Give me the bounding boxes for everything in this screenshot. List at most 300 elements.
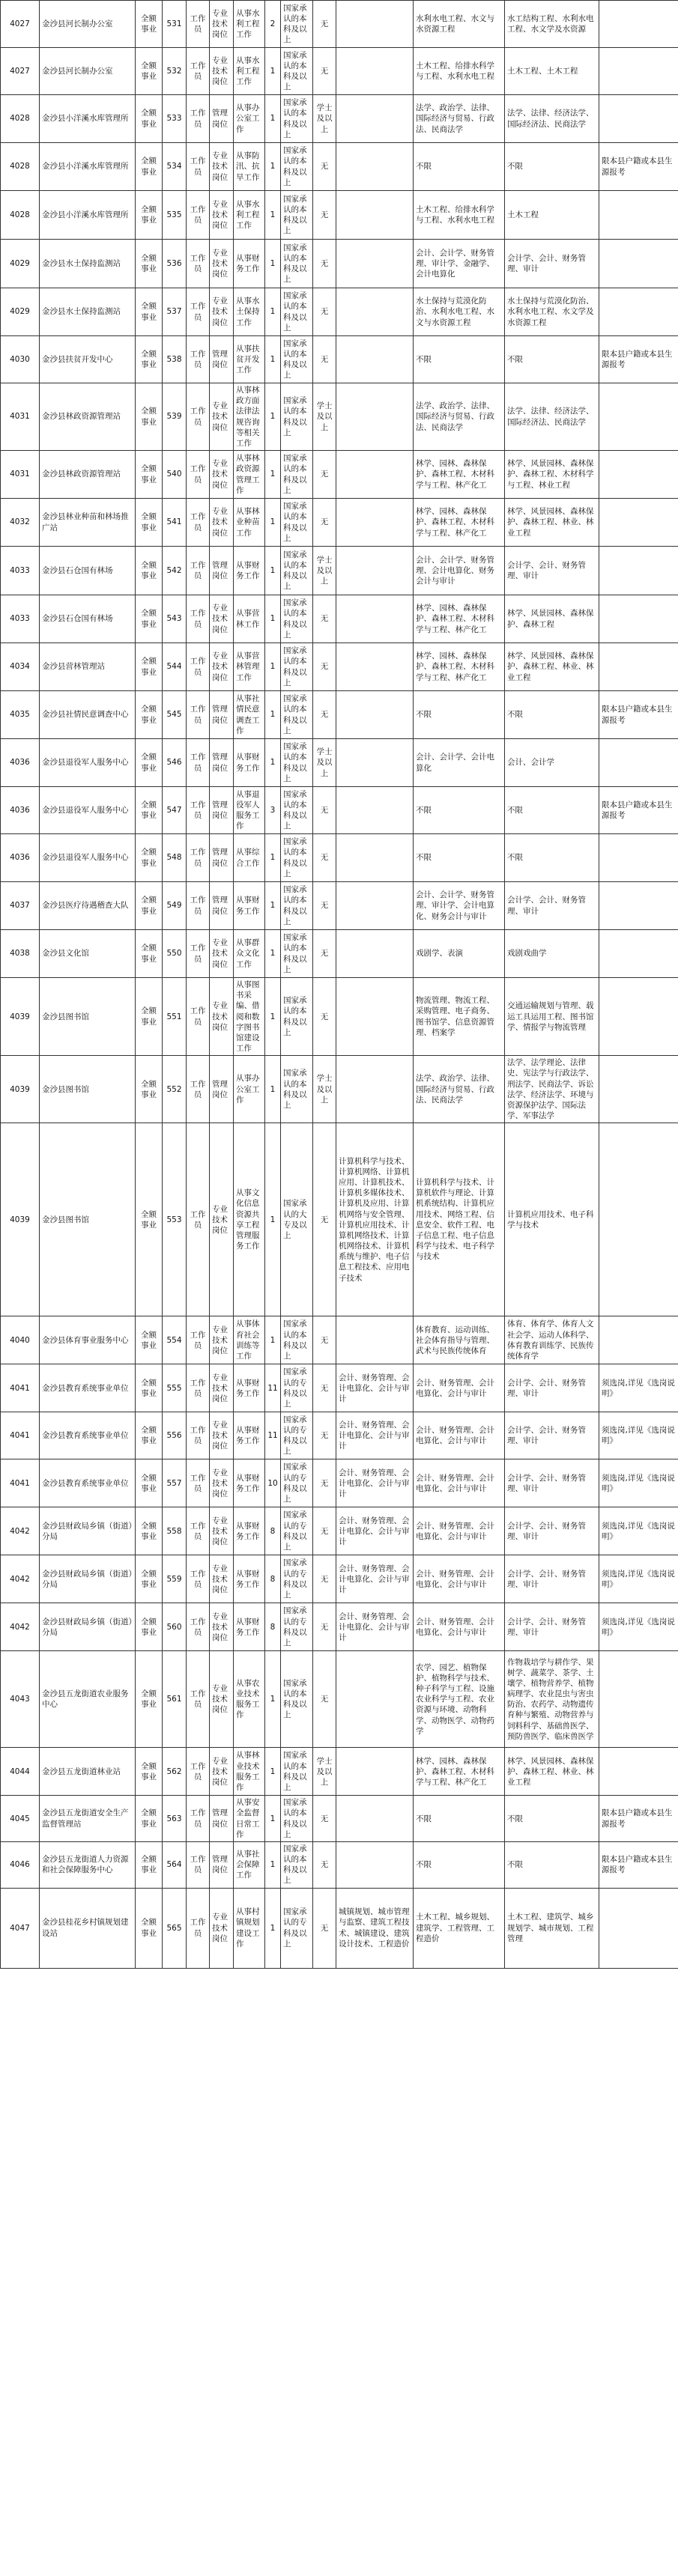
- funding-type-cell: 全额事业: [136, 95, 163, 143]
- unit-code-cell: 4041: [1, 1364, 40, 1412]
- job-description-cell: 从事安全监督日常工作: [234, 1796, 265, 1842]
- position-category-cell: 工作员: [187, 451, 210, 499]
- funding-type-cell: 全额事业: [136, 787, 163, 834]
- unit-name-cell: 金沙县河长制办公室: [40, 48, 136, 95]
- unit-name-cell: 金沙县财政局乡镇（街道）分局: [40, 1555, 136, 1603]
- job-description-cell: 从事财务工作: [234, 1364, 265, 1412]
- junior-college-major-cell: [336, 48, 414, 95]
- unit-code-cell: 4033: [1, 547, 40, 595]
- unit-name-cell: 金沙县财政局乡镇（街道）分局: [40, 1507, 136, 1555]
- headcount-cell: 1: [265, 1888, 281, 1968]
- unit-code-cell: 4039: [1, 1123, 40, 1316]
- position-category-cell: 工作员: [187, 288, 210, 336]
- education-cell: 国家承认的本科及以上: [281, 691, 313, 739]
- headcount-cell: 1: [265, 978, 281, 1056]
- undergraduate-major-cell: 不限: [414, 1796, 505, 1842]
- position-category-cell: 工作员: [187, 1123, 210, 1316]
- undergraduate-major-cell: 土木工程、给排水科学与工程、水利水电工程: [414, 48, 505, 95]
- remarks-cell: [599, 1651, 678, 1748]
- remarks-cell: [599, 930, 678, 978]
- education-cell: 国家承认的本科及以上: [281, 240, 313, 288]
- junior-college-major-cell: [336, 240, 414, 288]
- postgraduate-major-cell: 会计学、会计、财务管理、审计: [505, 547, 599, 595]
- position-type-cell: 专业技术岗位: [210, 1, 234, 48]
- headcount-cell: 8: [265, 1555, 281, 1603]
- undergraduate-major-cell: 会计、财务管理、会计电算化、会计与审计: [414, 1412, 505, 1459]
- unit-name-cell: 金沙县桂花乡村镇规划建设站: [40, 1888, 136, 1968]
- unit-name-cell: 金沙县石仓国有林场: [40, 595, 136, 643]
- education-cell: 国家承认的本科及以上: [281, 451, 313, 499]
- position-category-cell: 工作员: [187, 499, 210, 547]
- degree-cell: 无: [313, 1841, 336, 1888]
- table-row: [1, 240, 678, 288]
- junior-college-major-cell: [336, 595, 414, 643]
- junior-college-major-cell: 会计、财务管理、会计电算化、会计与审计: [336, 1364, 414, 1412]
- position-category-cell: 工作员: [187, 383, 210, 451]
- job-description-cell: 从事水利工程工作: [234, 48, 265, 95]
- unit-code-cell: 4047: [1, 1888, 40, 1968]
- remarks-cell: [599, 739, 678, 787]
- funding-type-cell: 全额事业: [136, 143, 163, 191]
- position-code-cell: 555: [163, 1364, 187, 1412]
- undergraduate-major-cell: 会计、财务管理、会计电算化、会计与审计: [414, 1507, 505, 1555]
- remarks-cell: 限本县户籍或本县生源报考: [599, 787, 678, 834]
- junior-college-major-cell: [336, 930, 414, 978]
- headcount-cell: 2: [265, 1, 281, 48]
- undergraduate-major-cell: 不限: [414, 787, 505, 834]
- remarks-cell: [599, 882, 678, 930]
- degree-cell: 无: [313, 1412, 336, 1459]
- position-type-cell: 专业技术岗位: [210, 383, 234, 451]
- degree-cell: 无: [313, 595, 336, 643]
- unit-name-cell: 金沙县林政资源管理站: [40, 383, 136, 451]
- remarks-cell: 须选岗,详见《选岗说明》: [599, 1555, 678, 1603]
- headcount-cell: 1: [265, 48, 281, 95]
- degree-cell: 无: [313, 499, 336, 547]
- degree-cell: 无: [313, 930, 336, 978]
- junior-college-major-cell: [336, 739, 414, 787]
- job-description-cell: 从事水土保持工作: [234, 288, 265, 336]
- unit-name-cell: 金沙县退役军人服务中心: [40, 787, 136, 834]
- position-type-cell: 专业技术岗位: [210, 1412, 234, 1459]
- undergraduate-major-cell: 土木工程、给排水科学与工程、水利水电工程: [414, 191, 505, 240]
- unit-code-cell: 4030: [1, 336, 40, 383]
- position-type-cell: 管理岗位: [210, 834, 234, 882]
- headcount-cell: 1: [265, 691, 281, 739]
- position-type-cell: 专业技术岗位: [210, 1651, 234, 1748]
- unit-code-cell: 4028: [1, 95, 40, 143]
- position-code-cell: 541: [163, 499, 187, 547]
- education-cell: 国家承认的本科及以上: [281, 1316, 313, 1364]
- headcount-cell: 1: [265, 499, 281, 547]
- position-code-cell: 539: [163, 383, 187, 451]
- headcount-cell: 11: [265, 1412, 281, 1459]
- headcount-cell: 1: [265, 595, 281, 643]
- unit-name-cell: 金沙县水土保持监测站: [40, 288, 136, 336]
- headcount-cell: 1: [265, 547, 281, 595]
- degree-cell: 无: [313, 1796, 336, 1842]
- position-category-cell: 工作员: [187, 1507, 210, 1555]
- position-type-cell: 专业技术岗位: [210, 240, 234, 288]
- position-category-cell: 工作员: [187, 191, 210, 240]
- unit-name-cell: 金沙县图书馆: [40, 1123, 136, 1316]
- junior-college-major-cell: [336, 1796, 414, 1842]
- position-type-cell: 专业技术岗位: [210, 1507, 234, 1555]
- education-cell: 国家承认的本科及以上: [281, 48, 313, 95]
- unit-code-cell: 4027: [1, 48, 40, 95]
- table-row: [1, 834, 678, 882]
- job-description-cell: 从事财务工作: [234, 1412, 265, 1459]
- position-type-cell: 管理岗位: [210, 1841, 234, 1888]
- headcount-cell: 1: [265, 95, 281, 143]
- unit-name-cell: 金沙县石仓国有林场: [40, 547, 136, 595]
- position-code-cell: 561: [163, 1651, 187, 1748]
- education-cell: 国家承认的本科及以上: [281, 1796, 313, 1842]
- unit-name-cell: 金沙县河长制办公室: [40, 1, 136, 48]
- remarks-cell: 须选岗,详见《选岗说明》: [599, 1364, 678, 1412]
- funding-type-cell: 全额事业: [136, 1056, 163, 1123]
- funding-type-cell: 全额事业: [136, 1316, 163, 1364]
- degree-cell: 无: [313, 1123, 336, 1316]
- degree-cell: 无: [313, 1459, 336, 1507]
- undergraduate-major-cell: 物流管理、物流工程、采购管理、电子商务、图书馆学、信息资源管理、档案学: [414, 978, 505, 1056]
- remarks-cell: [599, 978, 678, 1056]
- headcount-cell: 1: [265, 834, 281, 882]
- undergraduate-major-cell: 会计、会计学、财务管理、审计学、会计电算化、财务会计与审计: [414, 882, 505, 930]
- unit-code-cell: 4033: [1, 595, 40, 643]
- headcount-cell: 1: [265, 1316, 281, 1364]
- undergraduate-major-cell: 不限: [414, 143, 505, 191]
- unit-name-cell: 金沙县五龙街道人力资源和社会保障服务中心: [40, 1841, 136, 1888]
- education-cell: 国家承认的本科及以上: [281, 787, 313, 834]
- degree-cell: 无: [313, 1651, 336, 1748]
- position-type-cell: 专业技术岗位: [210, 1123, 234, 1316]
- funding-type-cell: 全额事业: [136, 451, 163, 499]
- degree-cell: 无: [313, 191, 336, 240]
- postgraduate-major-cell: 戏剧戏曲学: [505, 930, 599, 978]
- table-row: [1, 1364, 678, 1412]
- unit-code-cell: 4036: [1, 739, 40, 787]
- remarks-cell: 限本县户籍或本县生源报考: [599, 1796, 678, 1842]
- position-category-cell: 工作员: [187, 787, 210, 834]
- position-code-cell: 559: [163, 1555, 187, 1603]
- postgraduate-major-cell: 林学、风景园林、森林保护、森林工程: [505, 595, 599, 643]
- remarks-cell: [599, 1056, 678, 1123]
- table-row: [1, 882, 678, 930]
- position-category-cell: 工作员: [187, 1555, 210, 1603]
- headcount-cell: 1: [265, 1651, 281, 1748]
- table-row: [1, 595, 678, 643]
- position-type-cell: 专业技术岗位: [210, 595, 234, 643]
- degree-cell: 学士及以上: [313, 739, 336, 787]
- education-cell: 国家承认的本科及以上: [281, 547, 313, 595]
- position-code-cell: 565: [163, 1888, 187, 1968]
- postgraduate-major-cell: 作物栽培学与耕作学、果树学、蔬菜学、茶学、土壤学、植物营养学、植物病理学、农业昆虫与害虫防治、农药学、动物遗传育种与繁殖、动物营养与饲料科学、基础兽医学、预防兽医学、临床兽医学: [505, 1651, 599, 1748]
- funding-type-cell: 全额事业: [136, 1364, 163, 1412]
- unit-code-cell: 4036: [1, 787, 40, 834]
- remarks-cell: 须选岗,详见《选岗说明》: [599, 1412, 678, 1459]
- undergraduate-major-cell: 会计、财务管理、会计电算化、会计与审计: [414, 1603, 505, 1651]
- funding-type-cell: 全额事业: [136, 1412, 163, 1459]
- junior-college-major-cell: [336, 691, 414, 739]
- funding-type-cell: 全额事业: [136, 1841, 163, 1888]
- postgraduate-major-cell: 不限: [505, 691, 599, 739]
- headcount-cell: 3: [265, 787, 281, 834]
- position-code-cell: 543: [163, 595, 187, 643]
- job-description-cell: 从事社会保障工作: [234, 1841, 265, 1888]
- undergraduate-major-cell: 水土保持与荒漠化防治、水利水电工程、水文与水资源工程: [414, 288, 505, 336]
- position-category-cell: 工作员: [187, 739, 210, 787]
- education-cell: 国家承认的本科及以上: [281, 930, 313, 978]
- undergraduate-major-cell: 林学、园林、森林保护、森林工程、木材科学与工程、林产化工: [414, 451, 505, 499]
- position-type-cell: 专业技术岗位: [210, 288, 234, 336]
- position-code-cell: 533: [163, 95, 187, 143]
- position-type-cell: 专业技术岗位: [210, 1459, 234, 1507]
- degree-cell: 无: [313, 834, 336, 882]
- degree-cell: 无: [313, 1507, 336, 1555]
- job-description-cell: 从事财务工作: [234, 1603, 265, 1651]
- postgraduate-major-cell: 不限: [505, 787, 599, 834]
- junior-college-major-cell: [336, 191, 414, 240]
- undergraduate-major-cell: 不限: [414, 834, 505, 882]
- job-description-cell: 从事退役军人服务工作: [234, 787, 265, 834]
- position-category-cell: 工作员: [187, 95, 210, 143]
- unit-name-cell: 金沙县小洋溪水库管理所: [40, 191, 136, 240]
- job-description-cell: 从事财务工作: [234, 1459, 265, 1507]
- unit-name-cell: 金沙县营林管理站: [40, 643, 136, 691]
- position-type-cell: 专业技术岗位: [210, 1603, 234, 1651]
- unit-code-cell: 4035: [1, 691, 40, 739]
- position-category-cell: 工作员: [187, 1796, 210, 1842]
- remarks-cell: 限本县户籍或本县生源报考: [599, 691, 678, 739]
- postgraduate-major-cell: 不限: [505, 1841, 599, 1888]
- funding-type-cell: 全额事业: [136, 288, 163, 336]
- position-code-cell: 535: [163, 191, 187, 240]
- postgraduate-major-cell: 水土保持与荒漠化防治、水利水电工程、水文学及水资源工程: [505, 288, 599, 336]
- position-code-cell: 534: [163, 143, 187, 191]
- unit-name-cell: 金沙县图书馆: [40, 1056, 136, 1123]
- table-row: [1, 1316, 678, 1364]
- unit-code-cell: 4029: [1, 240, 40, 288]
- education-cell: 国家承认的本科及以上: [281, 288, 313, 336]
- junior-college-major-cell: [336, 643, 414, 691]
- junior-college-major-cell: [336, 882, 414, 930]
- education-cell: 国家承认的本科及以上: [281, 143, 313, 191]
- degree-cell: 学士及以上: [313, 95, 336, 143]
- education-cell: 国家承认的专科及以上: [281, 1888, 313, 1968]
- table-row: [1, 288, 678, 336]
- position-category-cell: 工作员: [187, 1603, 210, 1651]
- remarks-cell: [599, 240, 678, 288]
- position-code-cell: 557: [163, 1459, 187, 1507]
- funding-type-cell: 全额事业: [136, 499, 163, 547]
- undergraduate-major-cell: 林学、园林、森林保护、森林工程、木材科学与工程、林产化工: [414, 595, 505, 643]
- position-code-cell: 547: [163, 787, 187, 834]
- undergraduate-major-cell: 会计、财务管理、会计电算化、会计与审计: [414, 1459, 505, 1507]
- position-type-cell: 专业技术岗位: [210, 930, 234, 978]
- undergraduate-major-cell: 会计、会计学、会计电算化: [414, 739, 505, 787]
- position-type-cell: 专业技术岗位: [210, 1555, 234, 1603]
- job-description-cell: 从事财务工作: [234, 882, 265, 930]
- funding-type-cell: 全额事业: [136, 48, 163, 95]
- junior-college-major-cell: 会计、财务管理、会计电算化、会计与审计: [336, 1412, 414, 1459]
- position-code-cell: 564: [163, 1841, 187, 1888]
- headcount-cell: 1: [265, 930, 281, 978]
- headcount-cell: 1: [265, 143, 281, 191]
- education-cell: 国家承认的本科及以上: [281, 978, 313, 1056]
- position-type-cell: 专业技术岗位: [210, 48, 234, 95]
- junior-college-major-cell: [336, 143, 414, 191]
- funding-type-cell: 全额事业: [136, 1651, 163, 1748]
- degree-cell: 无: [313, 882, 336, 930]
- job-description-cell: 从事扶贫开发工作: [234, 336, 265, 383]
- unit-name-cell: 金沙县教育系统事业单位: [40, 1412, 136, 1459]
- remarks-cell: [599, 191, 678, 240]
- job-description-cell: 从事财务工作: [234, 739, 265, 787]
- degree-cell: 学士及以上: [313, 1748, 336, 1796]
- unit-name-cell: 金沙县林业种苗和林场推广站: [40, 499, 136, 547]
- job-description-cell: 从事林业种苗工作: [234, 499, 265, 547]
- position-type-cell: 管理岗位: [210, 336, 234, 383]
- education-cell: 国家承认的本科及以上: [281, 1748, 313, 1796]
- unit-name-cell: 金沙县体育事业服务中心: [40, 1316, 136, 1364]
- unit-code-cell: 4043: [1, 1651, 40, 1748]
- remarks-cell: 须选岗,详见《选岗说明》: [599, 1459, 678, 1507]
- unit-code-cell: 4039: [1, 1056, 40, 1123]
- undergraduate-major-cell: 不限: [414, 1841, 505, 1888]
- table-row: [1, 143, 678, 191]
- remarks-cell: [599, 595, 678, 643]
- position-type-cell: 管理岗位: [210, 739, 234, 787]
- unit-name-cell: 金沙县五龙街道农业服务中心: [40, 1651, 136, 1748]
- position-type-cell: 专业技术岗位: [210, 191, 234, 240]
- table-row: [1, 691, 678, 739]
- position-type-cell: 管理岗位: [210, 882, 234, 930]
- education-cell: 国家承认的本科及以上: [281, 882, 313, 930]
- position-code-cell: 542: [163, 547, 187, 595]
- postgraduate-major-cell: 土木工程、土木工程: [505, 48, 599, 95]
- position-type-cell: 专业技术岗位: [210, 1888, 234, 1968]
- remarks-cell: 须选岗,详见《选岗说明》: [599, 1507, 678, 1555]
- headcount-cell: 1: [265, 1123, 281, 1316]
- position-category-cell: 工作员: [187, 978, 210, 1056]
- postgraduate-major-cell: 不限: [505, 1796, 599, 1842]
- job-description-cell: 从事农业技术服务工作: [234, 1651, 265, 1748]
- funding-type-cell: 全额事业: [136, 834, 163, 882]
- position-category-cell: 工作员: [187, 1841, 210, 1888]
- position-code-cell: 544: [163, 643, 187, 691]
- funding-type-cell: 全额事业: [136, 643, 163, 691]
- postgraduate-major-cell: 会计学、会计、财务管理、审计: [505, 240, 599, 288]
- undergraduate-major-cell: 法学、政治学、法律、国际经济与贸易、行政法、民商法学: [414, 1056, 505, 1123]
- undergraduate-major-cell: 不限: [414, 336, 505, 383]
- headcount-cell: 1: [265, 1748, 281, 1796]
- unit-code-cell: 4032: [1, 499, 40, 547]
- unit-code-cell: 4040: [1, 1316, 40, 1364]
- unit-code-cell: 4028: [1, 191, 40, 240]
- job-description-cell: 从事防汛、抗旱工作: [234, 143, 265, 191]
- postgraduate-major-cell: 会计学、会计、财务管理、审计: [505, 1603, 599, 1651]
- junior-college-major-cell: 会计、财务管理、会计电算化、会计与审计: [336, 1555, 414, 1603]
- undergraduate-major-cell: 会计、会计学、财务管理、审计学、金融学、会计电算化: [414, 240, 505, 288]
- remarks-cell: [599, 1, 678, 48]
- degree-cell: 无: [313, 1316, 336, 1364]
- position-type-cell: 专业技术岗位: [210, 978, 234, 1056]
- funding-type-cell: 全额事业: [136, 882, 163, 930]
- funding-type-cell: 全额事业: [136, 595, 163, 643]
- postgraduate-major-cell: 林学、风景园林、森林保护、森林工程、林业、林业工程: [505, 1748, 599, 1796]
- postgraduate-major-cell: 林学、风景园林、森林保护、森林工程、林业、林业工程: [505, 643, 599, 691]
- undergraduate-major-cell: 体育教育、运动训练、社会体育指导与管理、武术与民族传统体育: [414, 1316, 505, 1364]
- postgraduate-major-cell: 会计学、会计、财务管理、审计: [505, 1459, 599, 1507]
- position-code-cell: 560: [163, 1603, 187, 1651]
- degree-cell: 无: [313, 1555, 336, 1603]
- junior-college-major-cell: [336, 1651, 414, 1748]
- unit-code-cell: 4039: [1, 978, 40, 1056]
- unit-name-cell: 金沙县退役军人服务中心: [40, 739, 136, 787]
- job-description-cell: 从事林业技术服务工作: [234, 1748, 265, 1796]
- position-category-cell: 工作员: [187, 882, 210, 930]
- degree-cell: 无: [313, 1364, 336, 1412]
- position-category-cell: 工作员: [187, 1888, 210, 1968]
- education-cell: 国家承认的本科及以上: [281, 1841, 313, 1888]
- table-row: [1, 48, 678, 95]
- headcount-cell: 1: [265, 739, 281, 787]
- unit-code-cell: 4037: [1, 882, 40, 930]
- table-row: [1, 1748, 678, 1796]
- degree-cell: 无: [313, 643, 336, 691]
- unit-name-cell: 金沙县退役军人服务中心: [40, 834, 136, 882]
- table-row: [1, 787, 678, 834]
- position-code-cell: 554: [163, 1316, 187, 1364]
- postgraduate-major-cell: 不限: [505, 143, 599, 191]
- education-cell: 国家承认的大专及以上: [281, 1123, 313, 1316]
- job-description-cell: 从事水利工程工作: [234, 191, 265, 240]
- funding-type-cell: 全额事业: [136, 1507, 163, 1555]
- postgraduate-major-cell: 土木工程: [505, 191, 599, 240]
- education-cell: 国家承认的本科及以上: [281, 834, 313, 882]
- education-cell: 国家承认的本科及以上: [281, 643, 313, 691]
- job-description-cell: 从事村镇规划建设工作: [234, 1888, 265, 1968]
- postgraduate-major-cell: 会计学、会计、财务管理、审计: [505, 1507, 599, 1555]
- junior-college-major-cell: 会计、财务管理、会计电算化、会计与审计: [336, 1603, 414, 1651]
- postgraduate-major-cell: 水工结构工程、水利水电工程、水文学及水资源: [505, 1, 599, 48]
- unit-code-cell: 4046: [1, 1841, 40, 1888]
- education-cell: 国家承认的专科及以上: [281, 1364, 313, 1412]
- position-code-cell: 563: [163, 1796, 187, 1842]
- position-code-cell: 531: [163, 1, 187, 48]
- postgraduate-major-cell: 交通运输规划与管理、载运工具运用工程、图书馆学、情报学与物流管理: [505, 978, 599, 1056]
- education-cell: 国家承认的本科及以上: [281, 595, 313, 643]
- education-cell: 国家承认的本科及以上: [281, 383, 313, 451]
- position-category-cell: 工作员: [187, 595, 210, 643]
- headcount-cell: 1: [265, 336, 281, 383]
- junior-college-major-cell: [336, 978, 414, 1056]
- position-type-cell: 专业技术岗位: [210, 643, 234, 691]
- table-row: [1, 383, 678, 451]
- unit-name-cell: 金沙县小洋溪水库管理所: [40, 143, 136, 191]
- headcount-cell: 1: [265, 643, 281, 691]
- position-type-cell: 管理岗位: [210, 1056, 234, 1123]
- unit-code-cell: 4042: [1, 1603, 40, 1651]
- undergraduate-major-cell: 计算机科学与技术、计算机软件与理论、计算机系统结构、计算机应用技术、网络工程、信息安全、软件工程、电子信息工程、电子信息科学与技术、电子科学与技术: [414, 1123, 505, 1316]
- table-row: [1, 1603, 678, 1651]
- funding-type-cell: 全额事业: [136, 191, 163, 240]
- education-cell: 国家承认的本科及以上: [281, 336, 313, 383]
- undergraduate-major-cell: 林学、园林、森林保护、森林工程、木材科学与工程、林产化工: [414, 643, 505, 691]
- position-code-cell: 546: [163, 739, 187, 787]
- position-type-cell: 专业技术岗位: [210, 1364, 234, 1412]
